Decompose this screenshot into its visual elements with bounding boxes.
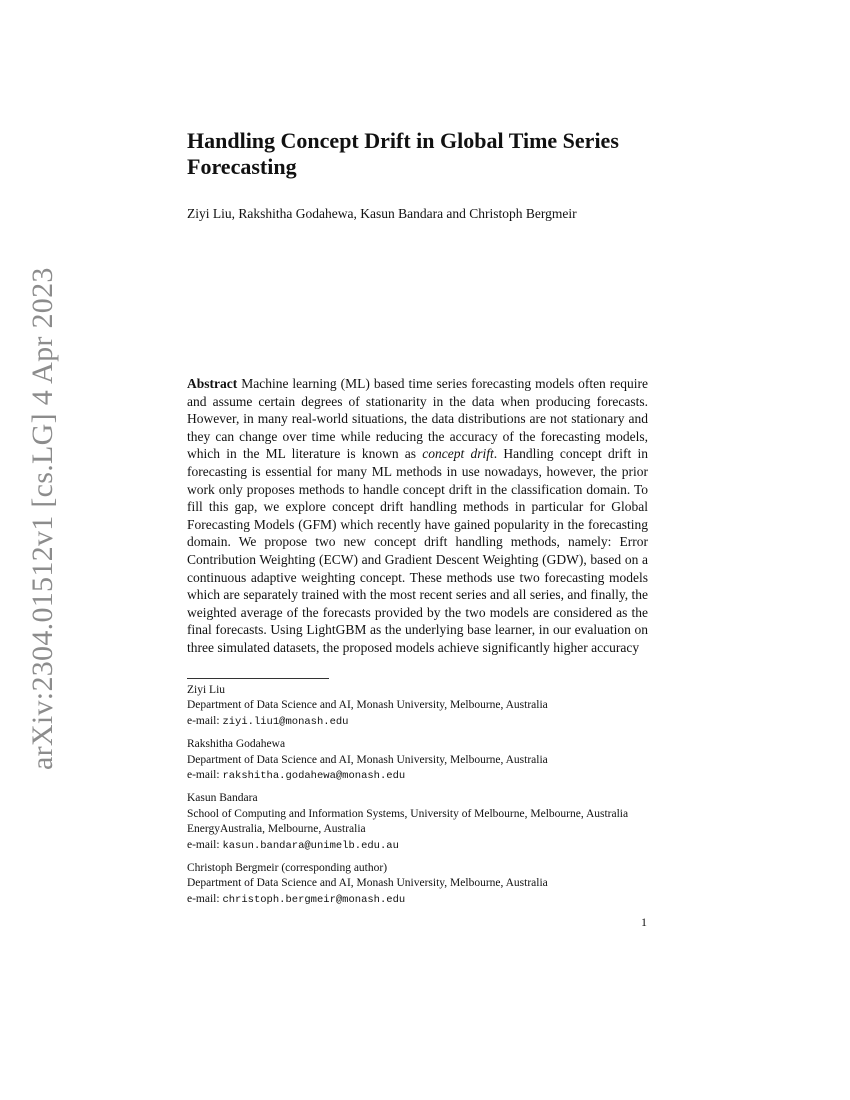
paper-title: Handling Concept Drift in Global Time Series Forecasting	[187, 128, 619, 179]
abstract-paragraph	[187, 375, 648, 657]
email-address: kasun.bandara@unimelb.edu.au	[222, 839, 399, 852]
abstract-text-part2: . Handling concept drift in forecasting is essential for many ML methods in use nowadays, however, the prior work only proposes methods to handle concept drift in the classification domain. To fill this gap, we explore concept drift handling methods in particular for Global Forecasting Models (GFM) which recently have gained popularity in the forecasting domain. We propose two new concept drift handling methods, namely: Error Contribution Weighting (ECW) and Gradient Descent Weighting (GDW), based on a continuous adaptive weighting concept. These methods use two forecasting models which are separately trained with the most recent series and all series, and finally, the weighted average of the forecasts provided by the two models are considered as the final forecasts. Using LightGBM as the underlying base learner, in our evaluation on three simulated datasets, the proposed models achieve significantly higher accuracy	[187, 446, 648, 655]
affiliation-entry	[187, 683, 657, 730]
arxiv-identifier-stamp: arXiv:2304.01512v1 [cs.LG] 4 Apr 2023	[26, 267, 59, 770]
affiliation-name: Kasun Bandara	[187, 792, 258, 805]
affiliation-entry	[187, 861, 657, 908]
email-address: christoph.bergmeir@monash.edu	[222, 893, 406, 906]
affiliation-entry	[187, 737, 657, 784]
affiliation-name: Rakshitha Godahewa	[187, 738, 286, 751]
email-label: e-mail:	[187, 769, 220, 782]
affiliation-line: EnergyAustralia, Melbourne, Australia	[187, 823, 366, 836]
affiliation-name: Christoph Bergmeir (corresponding author)	[187, 862, 388, 875]
affiliation-email-line	[187, 714, 657, 730]
affiliation-entry	[187, 791, 657, 854]
email-label: e-mail:	[187, 714, 220, 727]
email-label: e-mail:	[187, 892, 220, 905]
abstract-emphasis: concept drift	[422, 446, 494, 462]
footnote-rule	[187, 678, 329, 679]
email-label: e-mail:	[187, 838, 220, 851]
affiliation-line: Department of Data Science and AI, Monash University, Melbourne, Australia	[187, 699, 548, 712]
affiliations-block	[187, 683, 657, 915]
page-number: 1	[641, 915, 647, 929]
affiliation-email-line	[187, 838, 657, 854]
affiliation-email-line	[187, 768, 657, 784]
abstract-text-part1: Machine learning (ML) based time series forecasting models often require and assume certain degrees of stationarity in the data when producing forecasts. However, in many real-world situations, the data distributions are not stationary and they can change over time while reducing the accuracy of the forecasting models, which in the ML literature is known as	[187, 376, 649, 462]
author-list: Ziyi Liu, Rakshitha Godahewa, Kasun Bandara and Christoph Bergmeir	[187, 206, 577, 221]
email-address: rakshitha.godahewa@monash.edu	[222, 770, 406, 783]
abstract-label: Abstract	[187, 376, 238, 391]
affiliation-line: Department of Data Science and AI, Monash University, Melbourne, Australia	[187, 877, 548, 890]
affiliation-line: School of Computing and Information Systems, University of Melbourne, Melbourne, Australia	[187, 807, 629, 820]
affiliation-line: Department of Data Science and AI, Monash University, Melbourne, Australia	[187, 753, 548, 766]
affiliation-name: Ziyi Liu	[187, 684, 226, 696]
email-address: ziyi.liu1@monash.edu	[222, 715, 349, 728]
affiliation-email-line	[187, 892, 657, 908]
